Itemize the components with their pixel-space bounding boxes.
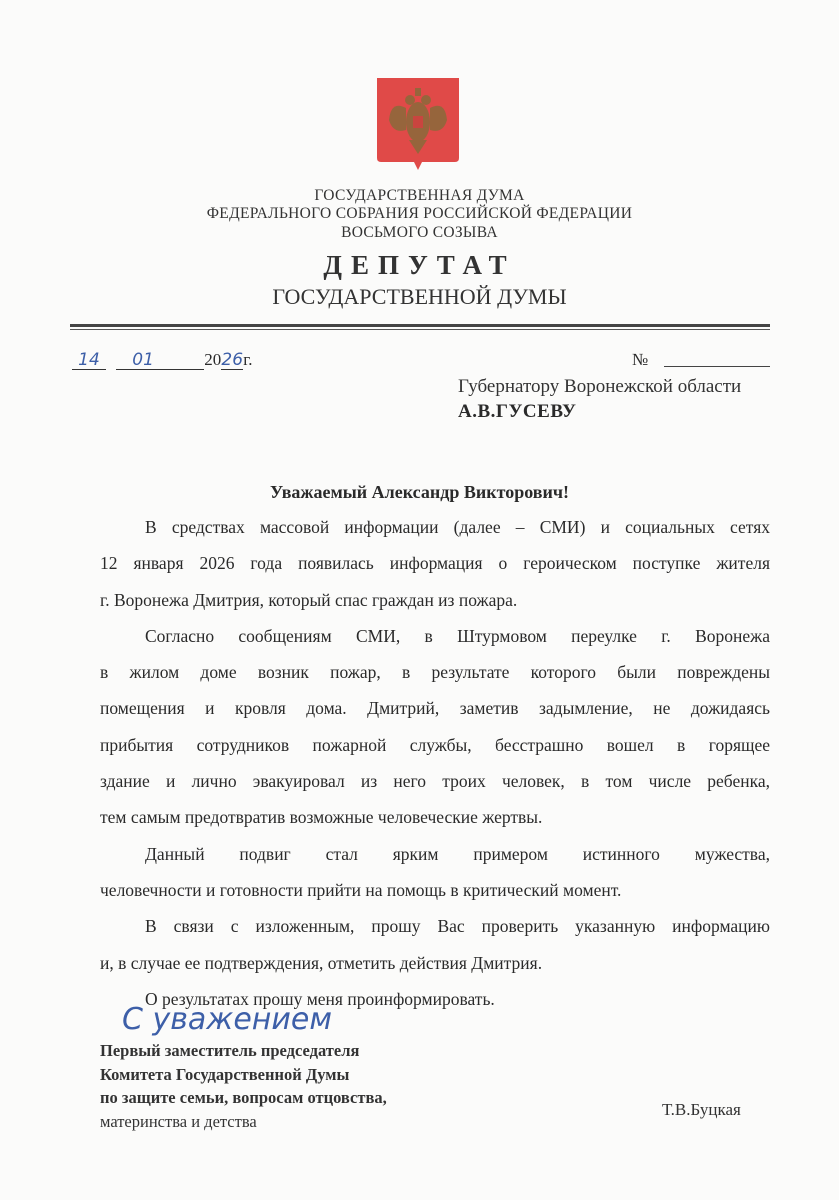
- signatory-name: Т.В.Буцкая: [662, 1100, 741, 1119]
- recipient-name: А.В.ГУСЕВУ: [458, 401, 577, 422]
- date-month: 01: [116, 351, 204, 370]
- paragraph-line: помещения и кровля дома. Дмитрий, заметив задымление, не дожидаясь: [100, 698, 770, 719]
- paragraph-line: и, в случае ее подтверждения, отметить действия Дмитрия.: [100, 952, 543, 973]
- divider: [70, 324, 770, 327]
- letterhead-line: ГОСУДАРСТВЕННАЯ ДУМА: [314, 187, 525, 204]
- handwritten-closing: С уважением: [122, 1002, 332, 1037]
- paragraph-line: 12 января 2026 года появилась информация о героическом поступке жителя: [100, 553, 770, 574]
- date-year-suffix: 26: [221, 350, 244, 370]
- paragraph: [100, 908, 770, 981]
- number-label: №: [632, 350, 649, 369]
- signatory-title-line: Первый заместитель председателя: [100, 1041, 360, 1060]
- letterhead-line: ФЕДЕРАЛЬНОГО СОБРАНИЯ РОССИЙСКОЙ ФЕДЕРАЦИИ: [206, 205, 633, 222]
- number-blank: [664, 366, 770, 367]
- recipient-position: Губернатору Воронежской области: [458, 376, 742, 397]
- signatory-title-line: по защите семьи, вопросам отцовства,: [100, 1088, 387, 1107]
- paragraph-line: В связи с изложенным, прошу Вас проверить указанную информацию: [145, 916, 770, 937]
- paragraph: [100, 618, 770, 836]
- letterhead-title: ДЕПУТАТ: [323, 250, 516, 280]
- date-day: 14: [72, 351, 106, 370]
- signatory-title: [100, 1039, 387, 1133]
- signatory-title-line: Комитета Государственной Думы: [100, 1064, 350, 1084]
- paragraph-line: Данный подвиг стал ярким примером истинного мужества,: [145, 843, 770, 864]
- paragraph-line: здание и лично эвакуировал из него троих человек, в том числе ребенка,: [100, 771, 770, 792]
- paragraph-line: В средствах массовой информации (далее – СМИ) и социальных сетях: [145, 517, 770, 537]
- date-field: [72, 350, 253, 370]
- letterhead-subtitle: ГОСУДАРСТВЕННОЙ ДУМЫ: [272, 284, 567, 309]
- state-emblem-icon: [377, 78, 459, 170]
- letterhead-line: ВОСЬМОГО СОЗЫВА: [341, 224, 498, 241]
- date-year-prefix: 20: [204, 350, 222, 369]
- divider: [70, 329, 770, 330]
- paragraph: [100, 836, 770, 909]
- signatory-title-line: материнства и детства: [100, 1111, 257, 1131]
- paragraph-line: прибытия сотрудников пожарной службы, бесстрашно вошел в горящее: [100, 734, 770, 755]
- paragraph-line: в жилом доме возник пожар, в результате которого были повреждены: [100, 662, 770, 683]
- salutation: Уважаемый Александр Викторович!: [269, 482, 570, 502]
- paragraph-line: О результатах прошу меня проинформировать.: [145, 988, 495, 1009]
- paragraph: [100, 509, 770, 618]
- paragraph-line: г. Воронежа Дмитрия, который спас граждан из пожара.: [100, 589, 518, 610]
- letter-body: [100, 509, 770, 1017]
- paragraph-line: человечности и готовности прийти на помощь в критический момент.: [100, 879, 622, 900]
- paragraph-line: Согласно сообщениям СМИ, в Штурмовом переулке г. Воронежа: [145, 625, 770, 646]
- paragraph-line: тем самым предотвратив возможные человеческие жертвы.: [100, 807, 543, 828]
- date-suffix: г.: [243, 350, 253, 369]
